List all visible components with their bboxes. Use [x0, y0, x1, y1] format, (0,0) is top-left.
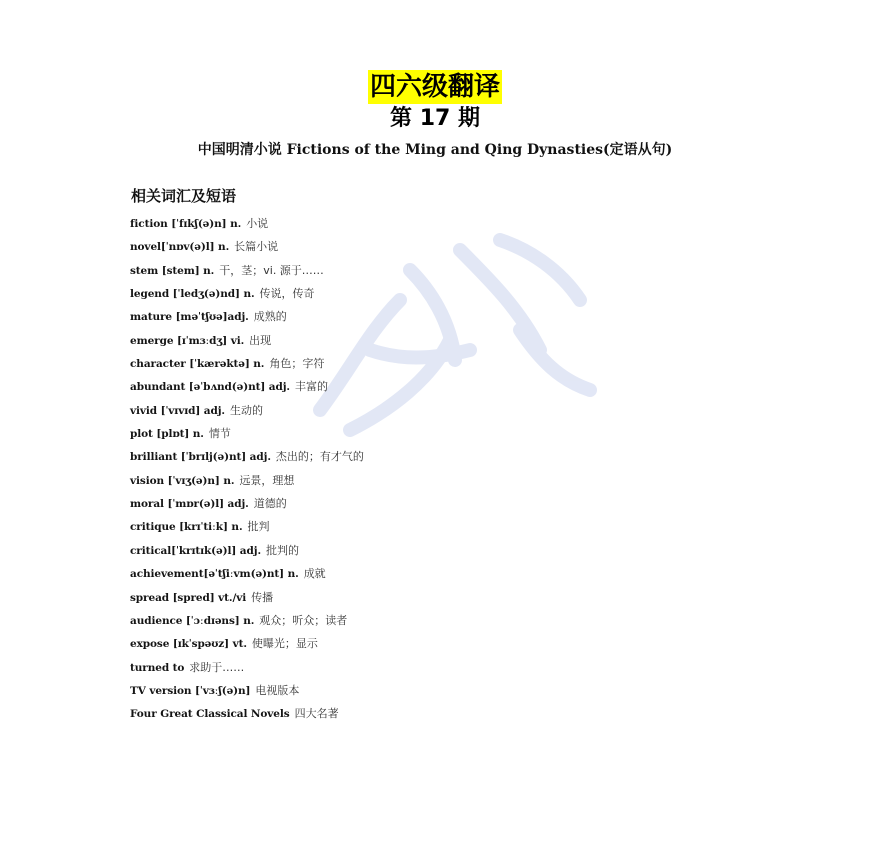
- vocab-item: [130, 494, 364, 517]
- vocab-meaning: 成就: [303, 567, 326, 581]
- vocab-term: vivid [ˈvɪvɪd] adj.: [130, 404, 225, 417]
- vocab-meaning: 观众；听众；读者: [259, 613, 348, 627]
- vocab-item: [130, 331, 364, 354]
- vocab-meaning: 使曝光；显示: [251, 637, 318, 651]
- vocab-term: legend [ˈledʒ(ə)nd] n.: [130, 288, 255, 301]
- vocab-term: spread [spred] vt./vi: [130, 591, 247, 604]
- vocab-item: [130, 447, 364, 470]
- vocab-item: [130, 377, 364, 400]
- vocab-term: turned to: [130, 661, 185, 674]
- vocab-term: fiction [ˈfɪkʃ(ə)n] n.: [130, 218, 242, 230]
- vocab-item: [130, 681, 364, 704]
- vocab-item: [130, 564, 364, 587]
- vocab-meaning: 成熟的: [253, 310, 287, 324]
- vocab-meaning: 传播: [251, 590, 274, 604]
- vocab-meaning: 求助于……: [189, 660, 245, 674]
- vocab-meaning: 出现: [249, 333, 272, 347]
- vocab-meaning: 四大名著: [294, 707, 339, 721]
- vocab-term: Four Great Classical Novels: [130, 708, 290, 721]
- vocab-term: achievement[əˈtʃiːvm(ə)nt] n.: [130, 568, 299, 581]
- vocab-meaning: 生动的: [229, 403, 263, 417]
- vocab-term: emerge [ɪˈmɜːdʒ] vi.: [130, 334, 245, 347]
- vocab-item: [130, 237, 364, 260]
- vocab-meaning: 杰出的；有才气的: [275, 450, 364, 464]
- vocab-item: [130, 214, 364, 237]
- vocab-term: moral [ˈmɒr(ə)l] adj.: [130, 498, 249, 511]
- vocab-item: [130, 284, 364, 307]
- vocab-item: [130, 658, 364, 681]
- vocab-term: plot [plɒt] n.: [130, 428, 204, 441]
- vocab-term: stem [stem] n.: [130, 264, 215, 277]
- vocab-item: [130, 704, 364, 727]
- vocab-term: expose [ɪkˈspəʊz] vt.: [130, 638, 247, 651]
- page-title: 四六级翻译: [369, 72, 500, 102]
- vocab-item: [130, 401, 364, 424]
- vocab-meaning: 情节: [208, 427, 231, 441]
- vocab-term: mature [məˈtʃʊə]adj.: [130, 311, 249, 324]
- vocab-term: abundant [əˈbʌnd(ə)nt] adj.: [130, 381, 290, 394]
- vocab-term: vision [ˈvɪʒ(ə)n] n.: [130, 474, 235, 487]
- vocab-item: [130, 354, 364, 377]
- vocab-meaning: 干，茎；vi. 源于……: [219, 263, 324, 277]
- vocab-meaning: 道德的: [253, 497, 287, 511]
- vocab-meaning: 批判的: [266, 543, 300, 557]
- vocab-meaning: 远景，理想: [239, 473, 295, 487]
- vocab-term: TV version [ˈvɜːʃ(ə)n]: [130, 684, 251, 697]
- vocab-meaning: 批判: [247, 520, 270, 534]
- vocab-item: [130, 261, 364, 284]
- vocab-item: [130, 588, 364, 611]
- vocab-item: [130, 611, 364, 634]
- vocab-item: [130, 424, 364, 447]
- topic-subtitle: 中国明清小说 Fictions of the Ming and Qing Dynasties(定语从句): [197, 142, 673, 158]
- vocab-term: critique [krɪˈtiːk] n.: [130, 521, 243, 534]
- section-heading: 相关词汇及短语: [131, 187, 237, 205]
- vocab-item: [130, 541, 364, 564]
- vocab-term: critical[ˈkrɪtɪk(ə)l] adj.: [130, 544, 262, 557]
- vocab-meaning: 电视版本: [255, 683, 300, 697]
- vocabulary-list: [130, 214, 364, 728]
- vocab-meaning: 角色；字符: [269, 357, 325, 371]
- vocab-term: character [ˈkærəktə] n.: [130, 358, 265, 371]
- vocab-term: novel[ˈnɒv(ə)l] n.: [130, 241, 230, 254]
- vocab-item: [130, 307, 364, 330]
- issue-number: 第 17 期: [390, 106, 480, 131]
- vocab-item: [130, 517, 364, 540]
- vocab-meaning: 传说，传奇: [259, 287, 315, 301]
- vocab-meaning: 小说: [246, 217, 269, 230]
- title-container: [0, 70, 870, 104]
- vocab-item: [130, 634, 364, 657]
- vocab-term: audience [ˈɔːdɪəns] n.: [130, 614, 255, 627]
- vocab-term: brilliant [ˈbrɪlj(ə)nt] adj.: [130, 451, 271, 464]
- vocab-meaning: 长篇小说: [234, 240, 279, 254]
- vocab-meaning: 丰富的: [294, 380, 328, 394]
- vocab-item: [130, 471, 364, 494]
